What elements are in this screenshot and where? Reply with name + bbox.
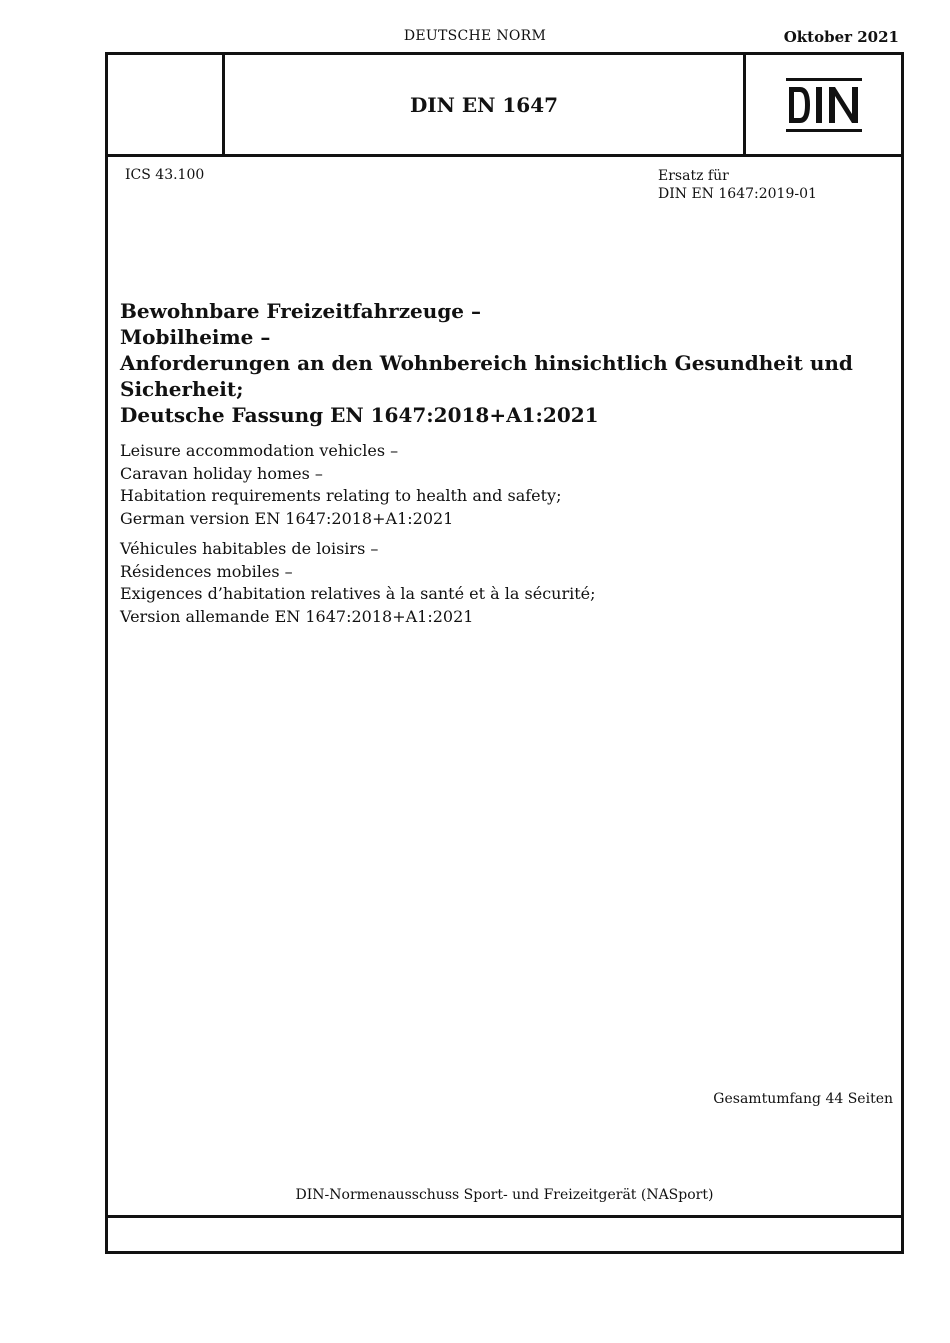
header-left-cell <box>108 55 225 154</box>
title-english <box>120 440 880 530</box>
page-count: Gesamtumfang 44 Seiten <box>713 1091 893 1107</box>
title-english-line: Caravan holiday homes – <box>120 463 323 483</box>
footer-divider <box>108 1215 901 1218</box>
title-english-line: German version EN 1647:2018+A1:2021 <box>120 508 454 528</box>
header-row <box>108 55 901 157</box>
title-french-line: Résidences mobiles – <box>120 561 293 581</box>
title-german-line: Deutsche Fassung EN 1647:2018+A1:2021 <box>120 403 599 427</box>
ics-code: ICS 43.100 <box>125 167 205 183</box>
title-french-line: Exigences d’habitation relatives à la santé et à la sécurité; <box>120 584 596 603</box>
title-german-line: Bewohnbare Freizeitfahrzeuge – <box>120 299 481 323</box>
din-logo-icon <box>786 78 862 132</box>
replaces-block <box>658 167 817 203</box>
title-page-frame <box>105 52 904 1254</box>
title-german-line: Mobilheime – <box>120 325 271 349</box>
replaces-value: DIN EN 1647:2019-01 <box>658 186 817 202</box>
title-english-line: Habitation requirements relating to health and safety; <box>120 486 562 505</box>
replaces-label: Ersatz für <box>658 168 729 184</box>
standard-number: DIN EN 1647 <box>225 55 746 154</box>
title-french-line: Véhicules habitables de loisirs – <box>120 539 379 558</box>
title-german-line: Sicherheit; <box>120 377 244 401</box>
title-french <box>120 538 880 628</box>
publication-date: Oktober 2021 <box>783 28 899 46</box>
committee-name: DIN-Normenausschuss Sport- und Freizeitgerät (NASport) <box>295 1187 714 1203</box>
title-german-line: Anforderungen an den Wohnbereich hinsichtlich Gesundheit und <box>120 351 853 375</box>
title-english-line: Leisure accommodation vehicles – <box>120 441 399 460</box>
document-type-label: DEUTSCHE NORM <box>403 28 547 44</box>
title-german <box>120 298 880 428</box>
title-french-line: Version allemande EN 1647:2018+A1:2021 <box>120 606 474 626</box>
din-logo-cell <box>746 55 901 154</box>
